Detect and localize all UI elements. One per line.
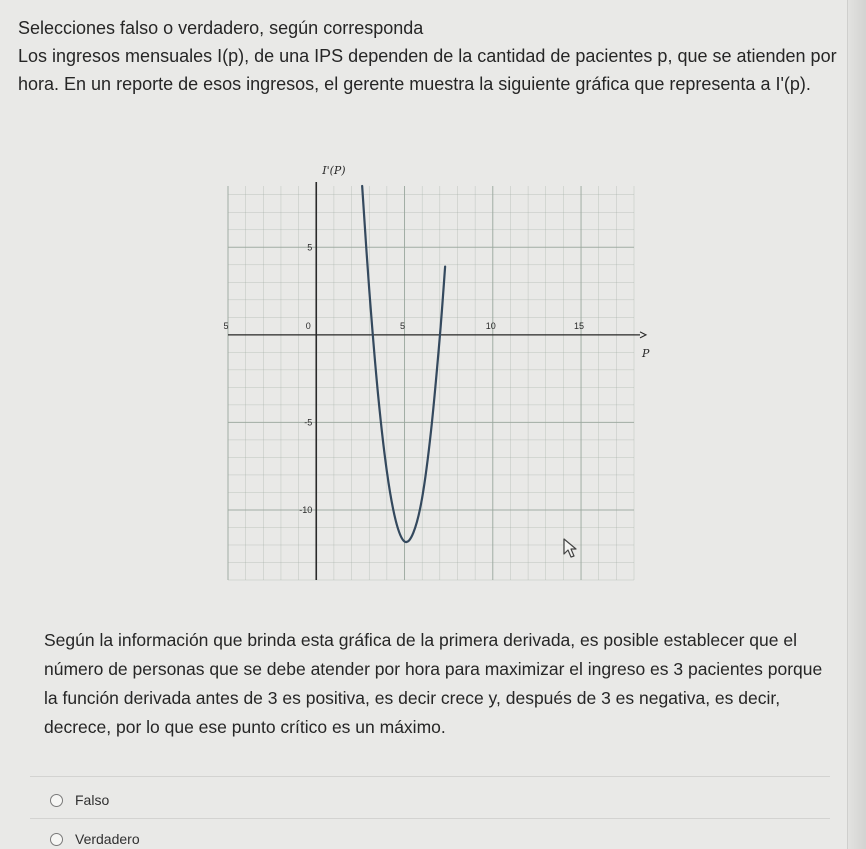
page-right-edge (847, 0, 866, 849)
option-verdadero-label: Verdadero (75, 831, 140, 847)
x-axis-arrow-icon (640, 332, 646, 338)
y-tick-label: -10 (299, 504, 313, 515)
separator-top (30, 776, 830, 777)
question-block (18, 14, 838, 103)
option-verdadero[interactable] (50, 831, 140, 847)
x-tick-label: 5 (400, 320, 406, 331)
derivative-chart (210, 160, 650, 590)
question-intro: Los ingresos mensuales I(p), de una IPS dependen de la cantidad de pacientes p, que se atienden por hora. En un reporte de esos ingresos, el gerente muestra la siguiente gráfica que representa a I'(p). (18, 46, 837, 94)
radio-falso[interactable] (50, 794, 63, 807)
x-axis-label: P (642, 346, 650, 360)
y-tick-label: 5 (307, 242, 313, 253)
x-tick-label: 15 (574, 320, 585, 331)
option-falso-label: Falso (75, 792, 110, 808)
question-heading: Selecciones falso o verdadero, según corresponda (18, 18, 424, 38)
derivative-curve (362, 186, 445, 542)
chart-svg (210, 160, 650, 590)
option-falso[interactable] (50, 792, 109, 808)
y-axis-label: I'(P) (322, 164, 346, 177)
separator-bottom (30, 818, 830, 819)
x-tick-label: 0 (305, 320, 311, 331)
statement-text: Según la información que brinda esta gráfica de la primera derivada, es posible establecer que el número de personas que se debe atender por hora para maximizar el ingreso es 3 pacientes porque la función derivada antes de 3 es positiva, es decir crece y, después de 3 es negativa, es decir, decrece, por lo que ese punto crítico es un máximo. (44, 630, 823, 737)
mouse-cursor-icon (562, 537, 582, 561)
radio-verdadero[interactable] (50, 833, 63, 846)
x-tick-label: 5 (223, 320, 229, 331)
y-tick-label: -5 (304, 417, 313, 428)
x-tick-label: 10 (485, 320, 496, 331)
